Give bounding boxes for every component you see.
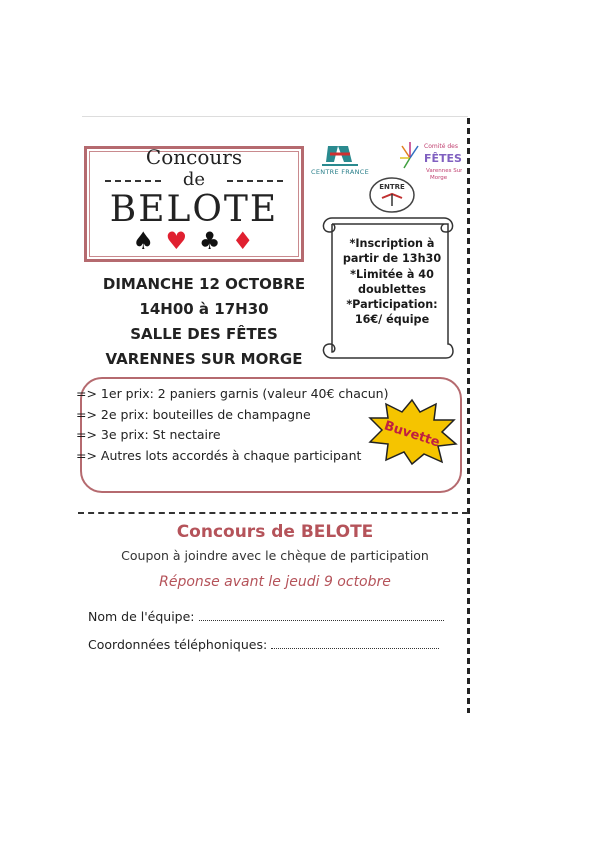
team-name-label: Nom de l'équipe:: [88, 609, 195, 624]
title-concours: Concours: [145, 145, 243, 169]
scroll-line: *Limitée à 40: [350, 267, 434, 281]
coupon-deadline: Réponse avant le jeudi 9 octobre: [159, 574, 391, 590]
diamond-icon: ♦: [231, 227, 256, 255]
prize-item: => 1er prix: 2 paniers garnis (valeur 40€ chacun): [76, 386, 389, 401]
spade-icon: ♠: [132, 227, 157, 255]
credit-agricole-logo-text: CENTRE FRANCE: [310, 168, 369, 176]
phone-field[interactable]: [88, 637, 439, 652]
club-icon: ♣: [198, 227, 223, 255]
scroll-text: [330, 236, 454, 328]
team-name-line[interactable]: [199, 618, 444, 621]
svg-text:Comité des: Comité des: [424, 143, 458, 150]
event-venue: SALLE DES FÊTES: [130, 325, 278, 343]
buvette-label: Buvette: [382, 418, 442, 451]
coupon-title: Concours de BELOTE: [176, 522, 374, 542]
fetes-logo-word: FÊTES: [424, 152, 462, 165]
prize-item: => 2e prix: bouteilles de champagne: [76, 406, 311, 422]
card-suits: [87, 227, 301, 255]
event-town: VARENNES SUR MORGE: [105, 350, 303, 368]
coupon-subtitle: Coupon à joindre avec le chèque de participation: [121, 548, 429, 563]
heart-icon: ♥: [165, 227, 190, 255]
title-box: [84, 146, 304, 262]
title-dash-right: [227, 180, 283, 182]
round-logo-text: ENTRE: [379, 183, 405, 191]
svg-text:Varennes Sur: Varennes Sur: [426, 168, 462, 174]
prize-item: => Autres lots accordés à chaque participant: [76, 447, 362, 463]
team-name-field[interactable]: [88, 609, 444, 624]
page-edge-dashes: [467, 118, 470, 713]
title-de: de: [182, 169, 206, 190]
svg-text:Morge: Morge: [430, 175, 448, 181]
event-info: [84, 272, 324, 372]
title-belote: BELOTE: [109, 189, 279, 230]
scroll-line: partir de 13h30: [342, 252, 442, 266]
phone-line[interactable]: [271, 646, 439, 649]
scroll-line: 16€/ équipe: [354, 313, 430, 327]
event-date: DIMANCHE 12 OCTOBRE: [102, 275, 306, 293]
phone-label: Coordonnées téléphoniques:: [88, 637, 268, 652]
round-logo: [368, 176, 416, 214]
scroll-line: *Inscription à: [349, 237, 435, 250]
scroll-line: doublettes: [357, 282, 427, 296]
page-top-line: [82, 116, 468, 117]
event-time: 14H00 à 17H30: [139, 300, 269, 318]
cut-line: [78, 512, 468, 514]
scroll-line: *Participation:: [346, 298, 438, 312]
credit-agricole-logo: [308, 140, 372, 184]
buvette-starburst: [366, 398, 458, 466]
prize-item: => 3e prix: St nectaire: [76, 427, 221, 442]
